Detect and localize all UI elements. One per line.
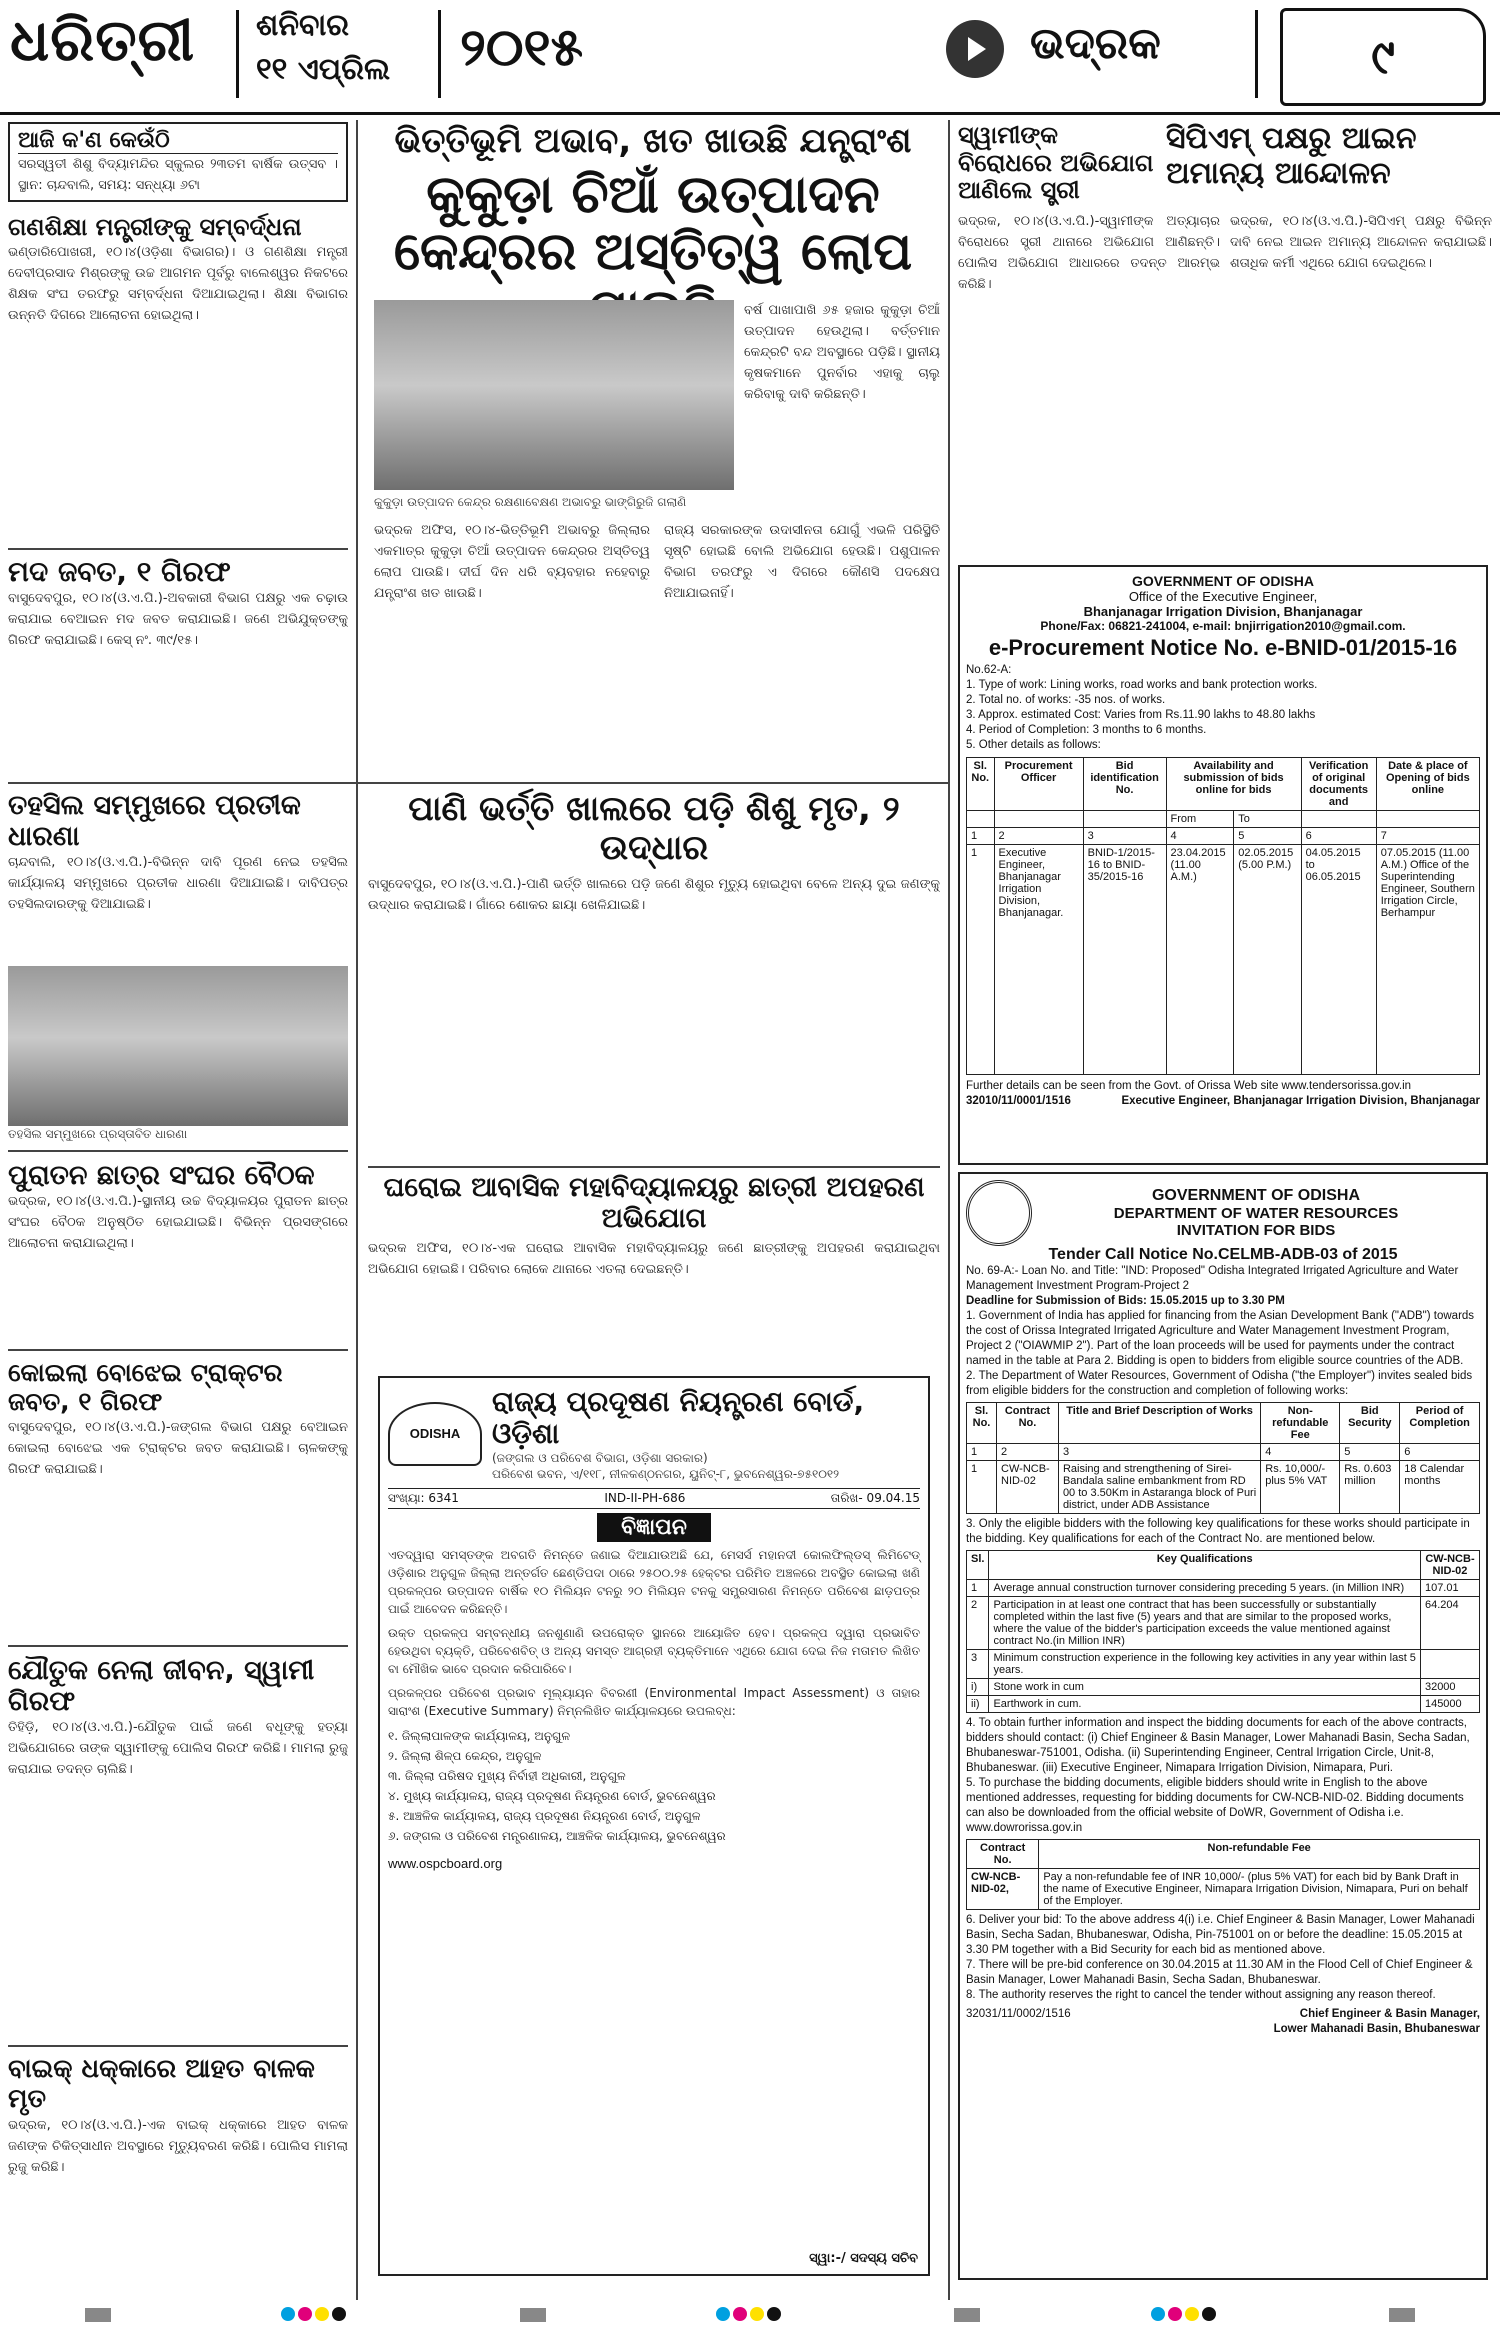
notice-para: ଉକ୍ତ ପ୍ରକଳ୍ପ ସମ୍ବନ୍ଧୀୟ ଜନଶୁଣାଣି ଉପରୋକ୍ତ ସ୍ଥାନରେ ଆୟୋଜିତ ହେବ। ପ୍ରକଳ୍ପ ଦ୍ୱାରା ପ୍ରଭାବିତ ହେଉଥିବା ବ୍ୟକ୍ତି, ପରିବେଶବିତ୍ ଓ ଅନ୍ୟ ସମସ୍ତ ଆଗ୍ରହୀ ବ୍ୟକ୍ତିମାନେ ଏଥିରେ ଯୋଗ ଦେଇ ନିଜ ମତାମତ ଲିଖିତ ବା ମୌଖିକ ଭାବେ ପ୍ରଦାନ କରିପାରିବେ। xyxy=(388,1626,920,1677)
table-header: Key Qualifications xyxy=(989,1551,1421,1580)
story-body: ବାସୁଦେବପୁର, ୧୦।୪(ଓ.ଏ.ପି.)-ଜଙ୍ଗଲ ବିଭାଗ ପକ୍ଷରୁ ବେଆଇନ କୋଇଲା ବୋଝେଇ ଏକ ଟ୍ରାକ୍ଟର ଜବତ କରାଯାଇଛି। ଚାଳକଙ୍କୁ ଗିରଫ କରାଯାଇଛି। xyxy=(8,1419,348,1477)
notice-number: ସଂଖ୍ୟା: 6341 xyxy=(388,1491,459,1506)
issue-day: ଶନିବାର xyxy=(256,8,350,43)
table-row: 1 CW-NCB-NID-02 Raising and strengthening of Sirei-Bandala saline embankment from RD 00 to 3.50Km in Astaranga block of Puri district, under ADB Assistance Rs. 10,000/- plus 5% VAT Rs. 0.603 million 18 Calendar months xyxy=(967,1461,1480,1514)
registration-dot xyxy=(1151,2307,1165,2321)
table-row: 1 2 3 4 5 6 xyxy=(967,1444,1480,1461)
edition-name: ଭଦ୍ରକ xyxy=(1030,18,1161,69)
notice-point: 2. Total no. of works: -35 nos. of works. xyxy=(966,694,1166,706)
story-body: ବର୍ଷ ପାଖାପାଖି ୬୫ ହଜାର କୁକୁଡ଼ା ଚିଆଁ ଉତ୍ପାଦନ ହେଉଥିଲା। ବର୍ତ୍ତମାନ କେନ୍ଦ୍ରଟି ବନ୍ଦ ଅବସ୍ଥାରେ ପଡ଼ିଛି। ସ୍ଥାନୀୟ କୃଷକମାନେ ପୁନର୍ବାର ଏହାକୁ ଚାଲୁ କରିବାକୁ ଦାବି କରିଛନ୍ତି। xyxy=(744,303,940,402)
notice-para: 7. There will be pre-bid conference on 30.04.2015 at 11.30 AM in the Flood Cell of Chief Engineer & Basin Manager, Lower Mahanadi Basin, Secha Sadan, Bhubaneswar. xyxy=(966,1959,1473,1986)
registration-dot xyxy=(750,2307,764,2321)
table-header: Period of Completion xyxy=(1400,1403,1480,1444)
table-header: Sl. No. xyxy=(967,758,995,811)
table-header: Availability and submission of bids online for bids xyxy=(1166,758,1301,811)
notice-para: 4. To obtain further information and inspect the bidding documents for each of the above contracts, bidders should contact: (i) Chief Engineer & Basin Manager, Lower Mahanadi Basin, Secha Sadan, Bhubaneswar-751001, Odisha. (ii) Superintending Engineer, Central Irrigation Circle, Unit-8, Bhubaneswar. (iii) Executive Engineer, Nimapara Irrigation Division, Nimapara, Puri. xyxy=(966,1717,1470,1774)
table-header: Bid Security xyxy=(1340,1403,1400,1444)
board-subtitle: (ଜଙ୍ଗଲ ଓ ପରିବେଶ ବିଭାଗ, ଓଡ଼ିଶା ସରକାର) xyxy=(492,1451,708,1466)
table-row: CW-NCB-NID-02, Pay a non-refundable fee of INR 10,000/- (plus 5% VAT) for each bid by Bank Draft in the name of Executive Engineer, Nimapara Irrigation Division, Nimapara, Puri on behalf of the Employer. xyxy=(967,1869,1480,1910)
notice-points xyxy=(966,678,1480,753)
office-item: ୪. ମୁଖ୍ୟ କାର୍ଯ୍ୟାଳୟ, ରାଜ୍ୟ ପ୍ରଦୂଷଣ ନିୟନ୍ତ୍ରଣ ବୋର୍ଡ, ଭୁବନେଶ୍ୱର xyxy=(388,1789,716,1804)
table-header: Bid identification No. xyxy=(1083,758,1166,811)
story-body: ଭଣ୍ଡାରିପୋଖରୀ, ୧୦।୪(ଓଡ଼ିଶା ବିଭାଗର)। ଓ ଗଣଶିକ୍ଷା ମନ୍ତ୍ରୀ ଦେବୀପ୍ରସାଦ ମିଶ୍ରଙ୍କୁ ଉଚ୍ଚ ଆଗମନ ପୂର୍ବରୁ ବାଲେଶ୍ୱର ନିକଟରେ ଶିକ୍ଷକ ସଂଘ ତରଫରୁ ସମ୍ବର୍ଦ୍ଧନା ଦିଆଯାଇଥିଲା। ଶିକ୍ଷା ବିଭାଗର ଉନ୍ନତି ଦିଗରେ ଆଲୋଚନା ହୋଇଥିଲା। xyxy=(8,244,348,323)
table-row: 1 Average annual construction turnover considering preceding 5 years. (in Million INR) 107.01 xyxy=(967,1580,1480,1597)
board-website[interactable]: www.ospcboard.org xyxy=(388,1856,503,1872)
right-story xyxy=(958,122,1492,511)
story-headline: ବାଇକ୍ ଧକ୍କାରେ ଆହତ ବାଳକ ମୃତ xyxy=(8,2053,315,2114)
page-number: ୯ xyxy=(1280,8,1486,106)
notice-dept: DEPARTMENT OF WATER RESOURCES xyxy=(1113,1205,1399,1222)
left-column xyxy=(8,122,348,748)
play-icon xyxy=(946,20,1004,78)
story-body: ଭଦ୍ରକ, ୧୦।୪(ଓ.ଏ.ପି.)-ଏକ ବାଇକ୍ ଧକ୍କାରେ ଆହତ ବାଳକ ଜଣଙ୍କ ଚିକିତ୍ସାଧୀନ ଅବସ୍ଥାରେ ମୃତ୍ୟୁବରଣ କରିଛି। ପୋଲିସ ମାମଲା ରୁଜୁ କରିଛି। xyxy=(8,2117,348,2175)
registration-dot xyxy=(1185,2307,1199,2321)
registration-bar xyxy=(1389,2308,1415,2322)
photo-caption: ତହସିଲ ସମ୍ମୁଖରେ ପ୍ରସ୍ତାବିତ ଧାରଣା xyxy=(8,1127,188,1142)
notice-signature: Chief Engineer & Basin Manager, xyxy=(1299,2008,1480,2020)
notice-para: 5. To purchase the bidding documents, eligible bidders should write in English to the above mentioned addresses, requesting for bidding documents for CW-NCB-NID-02. Bidding documents can also be downloaded from the official website of DoWR, Government of Odisha i.e. www.dowrorissa.gov.in xyxy=(966,1777,1464,1834)
registration-dot xyxy=(281,2307,295,2321)
office-item: ୫. ଆଞ୍ଚଳିକ କାର୍ଯ୍ୟାଳୟ, ରାଜ୍ୟ ପ୍ରଦୂଷଣ ନିୟନ୍ତ୍ରଣ ବୋର୍ଡ, ଅନୁଗୁଳ xyxy=(388,1809,701,1824)
story-body: ଭଦ୍ରକ, ୧୦।୪(ଓ.ଏ.ପି.)-ସ୍ୱାମୀଙ୍କ ଅତ୍ୟାଚାର ବିରୋଧରେ ସ୍ତ୍ରୀ ଥାନାରେ ଅଭିଯୋଗ ଆଣିଛନ୍ତି। ପୋଲିସ ଅଭିଯୋଗ ଆଧାରରେ ତଦନ୍ତ ଆରମ୍ଭ କରିଛି। xyxy=(958,213,1220,292)
table-header: Title and Brief Description of Works xyxy=(1058,1403,1260,1444)
office-item: ୧. ଜିଲ୍ଲାପାଳଙ୍କ କାର୍ଯ୍ୟାଳୟ, ଅନୁଗୁଳ xyxy=(388,1729,571,1744)
story-headline: ପାଣି ଭର୍ତ୍ତି ଖାଲରେ ପଡ଼ି ଶିଶୁ ମୃତ, ୨ ଉଦ୍ଧାର xyxy=(408,789,900,869)
registration-dot xyxy=(298,2307,312,2321)
works-table xyxy=(966,1402,1480,1514)
notice-signature: Lower Mahanadi Basin, Bhubaneswar xyxy=(1273,2023,1480,2035)
issue-date: ୧୧ ଏପ୍ରିଲ xyxy=(256,52,391,87)
notice-para: ପ୍ରକଳ୍ପର ପରିବେଶ ପ୍ରଭାବ ମୂଲ୍ୟାୟନ ବିବରଣୀ (Environmental Impact Assessment) ଓ ତାହାର ସାରାଂଶ (Executive Summary) ନିମ୍ନଲିଖିତ କାର୍ଯ୍ୟାଳୟରେ ଉପଲବ୍ଧ: xyxy=(388,1686,920,1719)
registration-dot xyxy=(767,2307,781,2321)
table-header: Date & place of Opening of bids online xyxy=(1376,758,1479,811)
notice-gov: GOVERNMENT OF ODISHA xyxy=(1151,1187,1360,1204)
table-row: 1 2 3 4 5 6 7 xyxy=(967,828,1480,845)
table-header: To xyxy=(1234,811,1301,828)
story-body: ରାଜ୍ୟ ସରକାରଙ୍କ ଉଦାସୀନତା ଯୋଗୁଁ ଏଭଳି ପରିସ୍ଥିତି ସୃଷ୍ଟି ହୋଇଛି ବୋଲି ଅଭିଯୋଗ ହେଉଛି। ପଶୁପାଳନ ବିଭାଗ ତରଫରୁ ଏ ଦିଗରେ କୌଣସି ପଦକ୍ଷେପ ନିଆଯାଇନାହିଁ। xyxy=(664,523,940,601)
notice-point: 3. Approx. estimated Cost: Varies from Rs.11.90 lakhs to 48.80 lakhs xyxy=(966,709,1316,721)
notice-para: 6. Deliver your bid: To the above address 4(i) i.e. Chief Engineer & Basin Manager, Lower Mahanadi Basin, Secha Sadan, Bhubaneswar, Odisha, Pin-751001 on or before the deadline: 15.05.2015 at 3.30 PM together with a Bid Security for each bid as mentioned above. xyxy=(966,1914,1475,1956)
notice-point: 4. Period of Completion: 3 months to 6 months. xyxy=(966,724,1207,736)
lead-headline: କୁକୁଡ଼ା ଚିଆଁ ଉତ୍ପାଦନ କେନ୍ଦ୍ରର ଅସ୍ତିତ୍ୱ ଲୋପ xyxy=(393,165,913,283)
lead-kicker: ଭିତ୍ତିଭୂମି ଅଭାବ, ଖତ ଖାଉଛି ଯନ୍ତ୍ରାଂଶ xyxy=(394,121,912,161)
table-row: 3 Minimum construction experience in the following key activities in any year within last 5 years. xyxy=(967,1650,1480,1679)
notice-title: e-Procurement Notice No. e-BNID-01/2015-16 xyxy=(988,635,1458,660)
story-headline: ମଦ ଜବତ, ୧ ଗିରଫ xyxy=(8,554,231,588)
events-title: ଆଜି କ'ଣ କେଉଁଠି xyxy=(18,128,338,154)
office-list xyxy=(388,1726,920,1846)
notice-date: ତାରିଖ- 09.04.15 xyxy=(830,1491,920,1506)
story-body: ଭଦ୍ରକ ଅଫିସ, ୧୦।୪-ଭିତ୍ତିଭୂମି ଅଭାବରୁ ଜିଲ୍ଲାର ଏକମାତ୍ର କୁକୁଡ଼ା ଚିଆଁ ଉତ୍ପାଦନ କେନ୍ଦ୍ରର ଅସ୍ତିତ୍ୱ ଲୋପ ପାଉଛି। ଦୀର୍ଘ ଦିନ ଧରି ବ୍ୟବହାର ନହେବାରୁ ଯନ୍ତ୍ରାଂଶ ଖତ ଖାଉଛି। xyxy=(374,523,650,601)
issue-year: ୨୦୧୫ xyxy=(460,18,584,78)
notice-signature: ସ୍ୱା:-/ ସଦସ୍ୟ ସଚିବ xyxy=(809,2251,918,2266)
registration-dot xyxy=(733,2307,747,2321)
notice-contact: Phone/Fax: 06821-241004, e-mail: bnjirrigation2010@gmail.com. xyxy=(1040,619,1406,633)
masthead xyxy=(0,0,1500,115)
table-header: Sl. No. xyxy=(967,1403,997,1444)
story-body: ଚାନ୍ଦବାଲି, ୧୦।୪(ଓ.ଏ.ପି.)-ବିଭିନ୍ନ ଦାବି ପୂରଣ ନେଇ ତହସିଲ କାର୍ଯ୍ୟାଳୟ ସମ୍ମୁଖରେ ପ୍ରତୀକ ଧାରଣା ଦିଆଯାଇଛି। ଦାବିପତ୍ର ତହସିଲଦାରଙ୍କୁ ଦିଆଯାଇଛି। xyxy=(8,855,348,913)
registration-dot xyxy=(716,2307,730,2321)
notice-point: 1. Type of work: Lining works, road works and bank protection works. xyxy=(966,679,1318,691)
notice-intro: No. 69-A:- Loan No. and Title: "IND: Proposed" Odisha Integrated Irrigated Agriculture and Water Management Investment Program-Project 2 xyxy=(966,1265,1459,1292)
notice-title: Tender Call Notice No.CELMB-ADB-03 of 2015 xyxy=(1048,1246,1398,1263)
story-body: ଭଦ୍ରକ ଅଫିସ, ୧୦।୪-ଏକ ଘରୋଇ ଆବାସିକ ମହାବିଦ୍ୟାଳୟରୁ ଜଣେ ଛାତ୍ରୀଙ୍କୁ ଅପହରଣ କରାଯାଇଥିବା ଅଭିଯୋଗ ହୋଇଛି। ପରିବାର ଲୋକେ ଥାନାରେ ଏତଲା ଦେଇଛନ୍ତି। xyxy=(368,1241,940,1278)
board-address: ପରିବେଶ ଭବନ, ଏ/୧୧୮, ନୀଳକଣ୍ଠନଗର, ୟୁନିଟ୍-୮, ଭୁବନେଶ୍ୱର-୭୫୧୦୧୨ xyxy=(492,1467,840,1482)
print-registration-marks xyxy=(0,2304,1500,2326)
notice-code: 32031/11/0002/1516 xyxy=(966,2008,1071,2020)
table-header: Sl. xyxy=(967,1551,989,1580)
table-header: CW-NCB-NID-02 xyxy=(1420,1551,1479,1580)
right-kicker: ସ୍ୱାମୀଙ୍କ ବିରୋଧରେ ଅଭିଯୋଗ ଆଣିଲେ ସ୍ତ୍ରୀ xyxy=(958,121,1154,205)
hatchery-photo xyxy=(374,300,734,490)
table-header: Procurement Officer xyxy=(994,758,1083,811)
fee-table xyxy=(966,1839,1480,1910)
table-header: Non-refundable Fee xyxy=(1039,1840,1480,1869)
story-headline: ତହସିଲ ସମ୍ମୁଖରେ ପ୍ରତୀକ ଧାରଣା xyxy=(8,790,301,853)
notice-para: 8. The authority reserves the right to cancel the tender without assigning any reason thereof. xyxy=(966,1989,1436,2001)
notice-banner: ବିଜ୍ଞାପନ xyxy=(597,1513,711,1542)
notice-deadline: Deadline for Submission of Bids: 15.05.2015 up to 3.30 PM xyxy=(966,1295,1285,1307)
board-logo: ODISHA xyxy=(388,1402,482,1466)
table-row: 2 Participation in at least one contract that has been successfully or substantially completed within the last five (5) years and that are similar to the proposed works, where the value of the bidder's participation exceeds the value mentioned against contract No.(in Million INR) 64.204 xyxy=(967,1597,1480,1650)
color-marks xyxy=(281,2306,349,2325)
color-marks xyxy=(716,2306,784,2325)
table-header: From xyxy=(1166,811,1234,828)
board-title: ରାଜ୍ୟ ପ୍ରଦୂଷଣ ନିୟନ୍ତ୍ରଣ ବୋର୍ଡ, ଓଡ଼ିଶା xyxy=(492,1385,865,1451)
story-headline: ଯୌତୁକ ନେଲା ଜୀବନ, ସ୍ୱାମୀ ଗିରଫ xyxy=(8,1654,315,1717)
notice-para: 1. Government of India has applied for financing from the Asian Development Bank ("ADB") towards the cost of Orissa Integrated Irrigated Agriculture and Water Management Investment Program, Project 2 ("OIAWMIP 2"). Part of the loan proceeds will be used for payments under the contract named in the table at Para 2. Bidding is open to bidders from eligible source countries of the ADB. xyxy=(966,1310,1475,1367)
registration-dot xyxy=(1202,2307,1216,2321)
notice-signature: Executive Engineer, Bhanjanagar Irrigation Division, Bhanjanagar xyxy=(1121,1095,1480,1107)
story-body: ଭଦ୍ରକ, ୧୦।୪(ଓ.ଏ.ପି.)-ସିପିଏମ୍ ପକ୍ଷରୁ ବିଭିନ୍ନ ଦାବି ନେଇ ଆଇନ ଅମାନ୍ୟ ଆନ୍ଦୋଳନ କରାଯାଇଛି। ଶତାଧିକ କର୍ମୀ ଏଥିରେ ଯୋଗ ଦେଇଥିଲେ। xyxy=(1230,213,1492,271)
right-headline: ସିପିଏମ୍ ପକ୍ଷରୁ ଆଇନ ଅମାନ୍ୟ ଆନ୍ଦୋଳନ xyxy=(1166,121,1417,191)
notice-para: 3. Only the eligible bidders with the following key qualifications for these works should participate in the bidding. Key qualifications for each of the Contract No. are mentioned below. xyxy=(966,1518,1470,1545)
story-headline: କୋଇଲା ବୋଝେଇ ଟ୍ରାକ୍ଟର ଜବତ, ୧ ଗିରଫ xyxy=(8,1358,283,1416)
notice-code: 32010/11/0001/1516 xyxy=(966,1095,1071,1107)
newspaper-logo: ଧରିତ୍ରୀ xyxy=(10,6,196,74)
story-body: ତିହିଡ଼ି, ୧୦।୪(ଓ.ଏ.ପି.)-ଯୌତୁକ ପାଇଁ ଜଣେ ବଧୂଙ୍କୁ ହତ୍ୟା ଅଭିଯୋଗରେ ତାଙ୍କ ସ୍ୱାମୀଙ୍କୁ ପୋଲିସ ଗିରଫ କରିଛି। ମାମଲା ରୁଜୁ କରାଯାଇ ତଦନ୍ତ ଚାଲିଛି। xyxy=(8,1719,348,1777)
photo-caption: କୁକୁଡ଼ା ଉତ୍ପାଦନ କେନ୍ଦ୍ର ରକ୍ଷଣାବେକ୍ଷଣ ଅଭାବରୁ ଭାଙ୍ଗିରୁଜି ଗଲାଣି xyxy=(374,495,687,509)
notice-para: ଏତଦ୍ୱାରା ସମସ୍ତଙ୍କ ଅବଗତି ନିମନ୍ତେ ଜଣାଇ ଦିଆଯାଉଅଛି ଯେ, ମେସର୍ସ ମହାନଦୀ କୋଲଫିଲ୍ଡସ୍ ଲିମିଟେଡ୍ ଓଡ଼ିଶାର ଅନୁଗୁଳ ଜିଲ୍ଲା ଅନ୍ତର୍ଗତ ଛେଣ୍ଡିପଦା ଠାରେ ୨୫୦୦.୨୫ ହେକ୍ଟର ପରିମିତ ଅଞ୍ଚଳରେ ଅବସ୍ଥିତ କୋଇଲା ଖଣି ପ୍ରକଳ୍ପର ଉତ୍ପାଦନ ବାର୍ଷିକ ୧୦ ମିଲିୟନ ଟନରୁ ୨୦ ମିଲିୟନ ଟନକୁ ସମ୍ପ୍ରସାରଣ ନିମନ୍ତେ ପରିବେଶ ଛାଡ଼ପତ୍ର ପାଇଁ ଆବେଦନ କରିଛନ୍ତି। xyxy=(388,1548,920,1617)
table-row: i) Stone work in cum 32000 xyxy=(967,1679,1480,1696)
table-header: Verification of original documents and xyxy=(1301,758,1376,811)
events-box xyxy=(8,122,348,202)
registration-bar xyxy=(954,2308,980,2322)
story-headline: ପୁରାତନ ଛାତ୍ର ସଂଘର ବୈଠକ xyxy=(8,1160,315,1192)
protest-photo xyxy=(8,966,348,1126)
notice-office: Office of the Executive Engineer, xyxy=(1128,589,1318,604)
notice-gov: GOVERNMENT OF ODISHA xyxy=(1131,573,1314,589)
notice-footer: Further details can be seen from the Govt. of Orissa Web site www.tendersorissa.gov.in xyxy=(966,1080,1412,1092)
story-body: ଭଦ୍ରକ, ୧୦।୪(ଓ.ଏ.ପି.)-ସ୍ଥାନୀୟ ଉଚ୍ଚ ବିଦ୍ୟାଳୟର ପୁରାତନ ଛାତ୍ର ସଂଘର ବୈଠକ ଅନୁଷ୍ଠିତ ହୋଇଯାଇଛି। ବିଭିନ୍ନ ପ୍ରସଙ୍ଗରେ ଆଲୋଚନା କରାଯାଇଥିଲା। xyxy=(8,1194,348,1252)
story-headline: ଘରୋଇ ଆବାସିକ ମହାବିଦ୍ୟାଳୟରୁ ଛାତ୍ରୀ ଅପହରଣ ଅଭିଯୋଗ xyxy=(383,1172,925,1235)
office-item: ୬. ଜଙ୍ଗଲ ଓ ପରିବେଶ ମନ୍ତ୍ରଣାଳୟ, ଆଞ୍ଚଳିକ କାର୍ଯ୍ୟାଳୟ, ଭୁବନେଶ୍ୱର xyxy=(388,1829,726,1844)
pollution-board-notice xyxy=(378,1376,930,2276)
registration-dot xyxy=(1168,2307,1182,2321)
notice-division: Bhanjanagar Irrigation Division, Bhanjanagar xyxy=(1083,604,1363,619)
notice-point: 5. Other details as follows: xyxy=(966,739,1101,751)
procurement-notice xyxy=(958,565,1488,1165)
notice-para: 2. The Department of Water Resources, Government of Odisha ("the Employer") invites sealed bids from eligible bidders for the construction and completion of following works: xyxy=(966,1370,1473,1397)
table-header: Contract No. xyxy=(967,1840,1039,1869)
bid-table xyxy=(966,757,1480,1075)
registration-dot xyxy=(315,2307,329,2321)
registration-dot xyxy=(332,2307,346,2321)
notice-code: IND-II-PH-686 xyxy=(604,1491,686,1506)
water-resources-notice xyxy=(958,1172,1488,2280)
office-item: ୨. ଜିଲ୍ଲା ଶିଳ୍ପ କେନ୍ଦ୍ର, ଅନୁଗୁଳ xyxy=(388,1749,542,1764)
table-row: 1 Executive Engineer, Bhanjanagar Irrigation Division, Bhanjanagar. BNID-1/2015-16 to BNID-35/2015-16 23.04.2015 (11.00 A.M.) 02.05.2015 (5.00 P.M.) 04.05.2015 to 06.05.2015 07.05.2015 (11.00 A.M.) Office of the Superintending Engineer, Southern Irrigation Circle, Berhampur xyxy=(967,845,1480,1075)
office-item: ୩. ଜିଲ୍ଲା ପରିଷଦ ମୁଖ୍ୟ ନିର୍ବାହୀ ଅଧିକାରୀ, ଅନୁଗୁଳ xyxy=(388,1769,626,1784)
registration-bar xyxy=(85,2308,111,2322)
story-body: ବାସୁଦେବପୁର, ୧୦।୪(ଓ.ଏ.ପି.)-ପାଣି ଭର୍ତ୍ତି ଖାଲରେ ପଡ଼ି ଜଣେ ଶିଶୁର ମୃତ୍ୟୁ ହୋଇଥିବା ବେଳେ ଅନ୍ୟ ଦୁଇ ଜଣଙ୍କୁ ଉଦ୍ଧାର କରାଯାଇଛି। ଗାଁରେ ଶୋକର ଛାୟା ଖେଳିଯାଇଛି। xyxy=(368,877,940,914)
story-body: ବାସୁଦେବପୁର, ୧୦।୪(ଓ.ଏ.ପି.)-ଅବକାରୀ ବିଭାଗ ପକ୍ଷରୁ ଏକ ଚଢ଼ାଉ କରାଯାଇ ବେଆଇନ ମଦ ଜବତ କରାଯାଇଛି। ଜଣେ ଅଭିଯୁକ୍ତଙ୍କୁ ଗିରଫ କରାଯାଇଛି। କେସ୍ ନଂ. ୩୯/୧୫। xyxy=(8,591,348,649)
table-row: ii) Earthwork in cum. 145000 xyxy=(967,1696,1480,1713)
story-headline: ଗଣଶିକ୍ଷା ମନ୍ତ୍ରୀଙ୍କୁ ସମ୍ବର୍ଦ୍ଧନା xyxy=(8,213,302,242)
odisha-emblem-icon xyxy=(966,1180,1032,1246)
notice-ref: No.62-A: xyxy=(966,664,1012,676)
registration-bar xyxy=(520,2308,546,2322)
table-header: Non-refundable Fee xyxy=(1261,1403,1340,1444)
qualifications-table xyxy=(966,1550,1480,1713)
color-marks xyxy=(1151,2306,1219,2325)
table-header: Contract No. xyxy=(997,1403,1059,1444)
notice-invitation: INVITATION FOR BIDS xyxy=(1176,1222,1336,1239)
events-text: ସରସ୍ୱତୀ ଶିଶୁ ବିଦ୍ୟାମନ୍ଦିର ସ୍କୁଲର ୨୩ତମ ବାର୍ଷିକ ଉତ୍ସବ । ସ୍ଥାନ: ଚାନ୍ଦବାଲି, ସମୟ: ସନ୍ଧ୍ୟା ୬ଟା xyxy=(18,157,338,194)
